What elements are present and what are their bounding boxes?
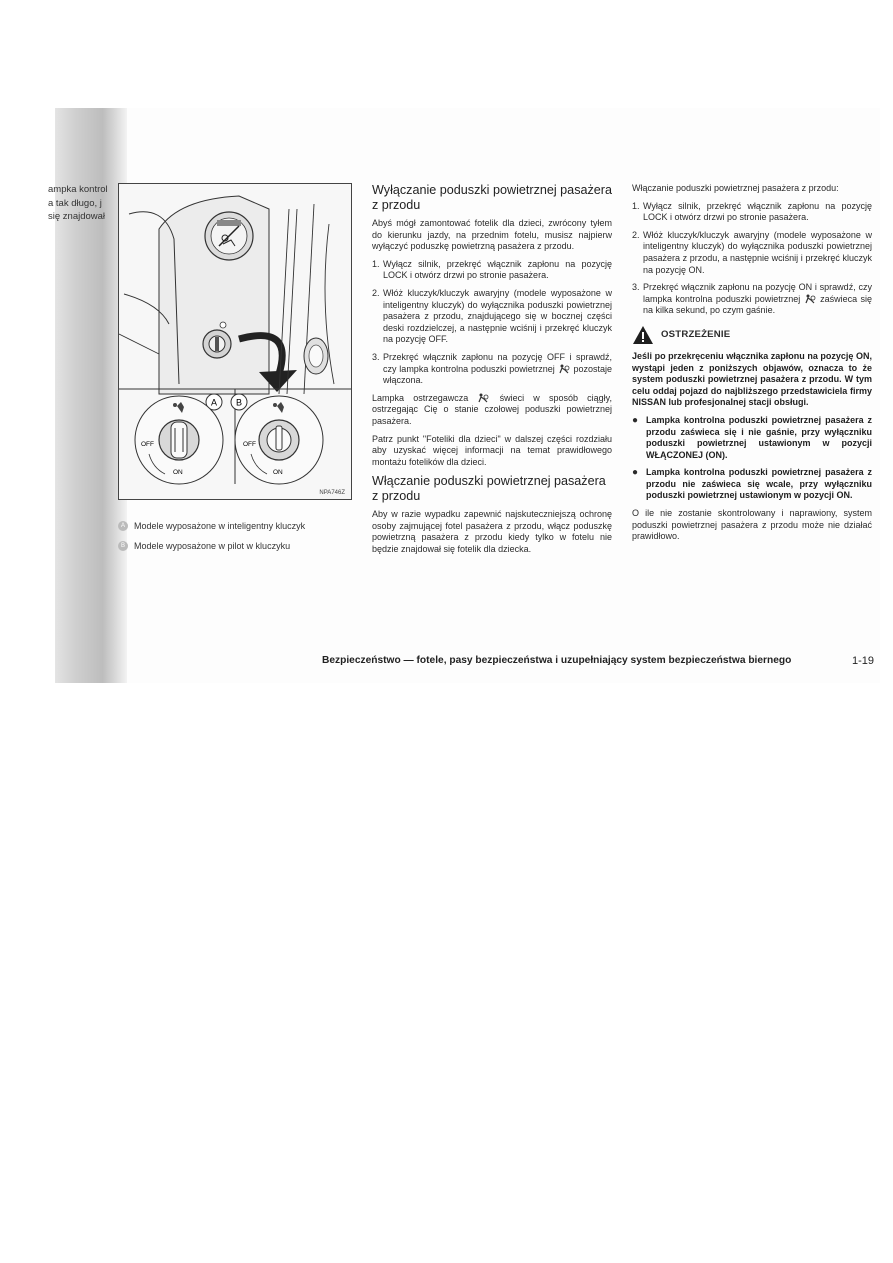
bullet-text: Lampka kontrolna poduszki powietrznej pasażera z przodu nie zaświeca się wcale, przy wyłączniku poduszki powietrznej ustawionym w pozycji ON. <box>646 467 872 501</box>
step <box>372 288 612 346</box>
step-text <box>383 352 612 387</box>
step-text: Wyłącz silnik, przekręć włącznik zapłonu na pozycję LOCK i otwórz drzwi po stronie pasażera. <box>383 258 612 281</box>
page-footer <box>322 655 874 667</box>
footer-title: Bezpieczeństwo — fotele, pasy bezpieczeństwa i uzupełniający system bezpieczeństwa biernego <box>322 655 792 666</box>
legend-badge-a: A <box>118 521 128 531</box>
column-2 <box>632 183 872 549</box>
bullet-icon: ● <box>632 467 639 479</box>
closing-paragraph: O ile nie zostanie skontrolowany i naprawiony, system poduszki powietrznej pasażera z przodu może nie działać prawidłowo. <box>632 508 872 542</box>
fragment-line: się znajdował <box>48 211 106 222</box>
legend-text: Modele wyposażone w pilot w kluczyku <box>134 541 291 551</box>
off-label-a: OFF <box>141 441 154 448</box>
left-page-fragment <box>48 183 120 224</box>
enable-paragraph: Aby w razie wypadku zapewnić najskuteczniejszą ochronę osoby zajmującej fotel pasażera z przodu, włącz poduszkę powietrzną pasażera z przodu kiedy tylko w fotelu nie będzie znajdował się fotelik dla dziecka. <box>372 509 612 555</box>
legend-text: Modele wyposażone w inteligentny kluczyk <box>134 521 306 531</box>
off-label-b: OFF <box>243 441 256 448</box>
lamp-paragraph <box>372 393 612 428</box>
bullet-text: Lampka kontrolna poduszki powietrznej pasażera z przodu zaświeca się i nie gaśnie, przy wyłączniku poduszki powietrznej ustawionym w pozycji WŁĄCZONEJ (ON). <box>646 414 872 460</box>
warning-header <box>632 325 872 345</box>
step-text: Włóż kluczyk/kluczyk awaryjny (modele wyposażone w inteligentny kluczyk) do wyłącznika poduszki powietrznej pasażera z przodu, znajdującego się w bocznej części deski rozdzielczej, a następnie wciśnij i przekręć kluczyk na pozycję OFF. <box>383 287 612 345</box>
step-text <box>643 282 872 317</box>
heading-disable-airbag: Wyłączanie poduszki powietrznej pasażera z przodu <box>372 183 612 212</box>
step-number: 2. <box>632 229 640 240</box>
step-number: 3. <box>632 282 640 293</box>
lamp-text-part: Lampka ostrzegawcza <box>372 392 469 403</box>
legend-item <box>118 536 305 556</box>
fragment-line: ampka kontrol <box>48 184 108 195</box>
disable-steps <box>372 259 612 387</box>
step-number: 1. <box>372 258 380 269</box>
enable-steps <box>632 201 872 317</box>
warning-bullet <box>632 467 872 502</box>
figure-legend <box>118 516 305 556</box>
step-number: 2. <box>372 287 380 298</box>
lamp-text-part: świeci w sposób ciągły, ostrzegając Cię o stanie czołowej poduszki powietrznej pasażera. <box>372 392 612 426</box>
reference-paragraph: Patrz punkt "Foteliki dla dzieci" w dalszej części rozdziału aby uzyskać więcej informacji na temat prawidłowego montażu fotelików dla dzieci. <box>372 433 612 467</box>
step-number: 3. <box>372 351 380 362</box>
intro-paragraph: Abyś mógł zamontować fotelik dla dzieci, zwrócony tyłem do kierunku jazdy, na przednim fotelu, musisz najpierw wyłączyć poduszkę powietrzną pasażera z przodu. <box>372 218 612 252</box>
step-text: Włóż kluczyk/kluczyk awaryjny (modele wyposażone w inteligentny kluczyk) do wyłącznika poduszki powietrznej pasażera z przodu, a następnie wciśnij i przekręć kluczyk na pozycję ON. <box>643 229 872 275</box>
bullet-icon: ● <box>632 414 639 426</box>
step <box>372 352 612 387</box>
figure-code: NPA746Z <box>319 490 345 496</box>
label-b: B <box>235 397 243 408</box>
step-number: 1. <box>632 200 640 211</box>
airbag-off-icon <box>805 294 816 304</box>
step-text: Wyłącz silnik, przekręć włącznik zapłonu na pozycję LOCK i otwórz drzwi po stronie pasażera. <box>643 200 872 223</box>
step <box>372 259 612 282</box>
warning-text: Jeśli po przekręceniu włącznika zapłonu na pozycję ON, wystąpi jeden z poniższych objawów, oznacza to że system poduszki powietrznej pasażera z przodu. W tym celu oddaj pojazd do najbliższego przedstawiciela firmy NISSAN lub profesjonalnej stacji obsługi. <box>632 350 872 408</box>
on-label-b: ON <box>273 469 283 476</box>
airbag-off-icon <box>478 393 489 403</box>
fragment-line: a tak długo, j <box>48 197 102 209</box>
step-text-part: Przekręć włącznik zapłonu na pozycję OFF i sprawdź, czy lampka kontrolna poduszki powietrznej <box>383 351 612 374</box>
warning-bullet <box>632 415 872 461</box>
figure-illustration <box>119 184 351 499</box>
step <box>632 230 872 276</box>
label-a: A <box>210 397 218 408</box>
heading-enable-airbag: Włączanie poduszki powietrznej pasażera z przodu <box>372 474 606 503</box>
step-text-part: Przekręć włącznik zapłonu na pozycję ON i sprawdź, czy lampka kontrolna poduszki powietrznej <box>643 282 872 304</box>
step-text-part: zaświeca się na kilka sekund, po czym gaśnie. <box>643 293 872 316</box>
legend-badge-b: B <box>118 541 128 551</box>
airbag-switch-figure <box>118 183 352 500</box>
column-1 <box>372 183 612 562</box>
legend-item <box>118 516 305 536</box>
page-number: 1-19 <box>851 655 874 667</box>
on-label-a: ON <box>173 469 183 476</box>
step-text-part: pozostaje włączona. <box>383 363 612 386</box>
enable-intro: Włączanie poduszki powietrznej pasażera z przodu: <box>632 183 839 193</box>
warning-icon <box>632 325 654 345</box>
step <box>632 282 872 317</box>
airbag-off-icon <box>559 364 570 374</box>
step <box>632 201 872 224</box>
warning-title: OSTRZEŻENIE <box>661 329 731 341</box>
